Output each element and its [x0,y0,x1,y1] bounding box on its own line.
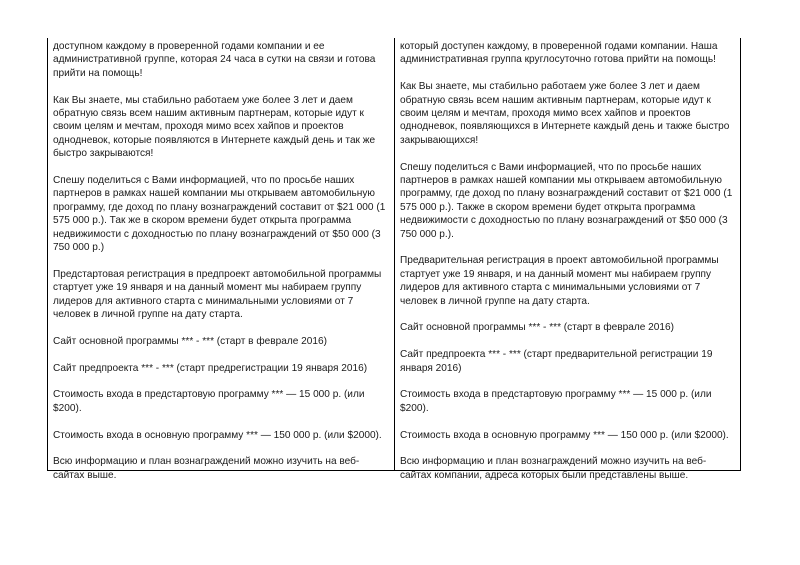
left-paragraph-main-site: Сайт основной программы *** - *** (старт в феврале 2016) [53,335,327,347]
right-paragraph-main-cost: Стоимость входа в основную программу *** — 150 000 р. (или $2000). [400,429,729,441]
right-paragraph-intro: который доступен каждому, в проверенной годами компании. Наша административная группа круглосуточно готова прийти на помощь! [400,41,718,66]
left-paragraph-main-cost: Стоимость входа в основную программу *** — 150 000 р. (или $2000). [53,429,382,441]
right-paragraph-experience: Как Вы знаете, мы стабильно работаем уже более 3 лет и даем обратную связь всем нашим активным партнерам, которые идут к своим целям и мечтам, проходя мимо всех хайпов и проектов однодневок, появляющихся в Интернете каждый день и также быстро закрывающихся! [400,81,730,146]
left-paragraph-preproject-site: Сайт предпроекта *** - *** (старт предрегистрации 19 января 2016) [53,362,368,374]
right-paragraph-preproject-site: Сайт предпроекта *** - *** (старт предварительной регистрации 19 января 2016) [400,349,713,374]
right-paragraph-main-site: Сайт основной программы *** - *** (старт в феврале 2016) [400,322,674,334]
comparison-table [47,38,741,481]
right-column [395,38,740,481]
right-paragraph-prestart-cost: Стоимость входа в предстартовую программу *** — 15 000 р. (или $200). [400,389,712,414]
right-paragraph-auto-program: Спешу поделиться с Вами информацией, что по просьбе наших партнеров в рамках нашей компании мы открываем автомобильную программу, где доход по плану вознаграждений составит от $21 000 (1 575 000 р.). Также в скором времени будет открыта программа недвижимости с доходностью по плану вознаграждений от $50 000 (3 750 000 р.). [400,161,733,240]
right-paragraph-preregistration: Предварительная регистрация в проект автомобильной программы стартует уже 19 января, и на данный момент мы набираем группу лидеров для активного старта с минимальными условиями от 7 человек в личной группе на дату старта. [400,255,719,307]
left-paragraph-experience: Как Вы знаете, мы стабильно работаем уже более 3 лет и даем обратную связь всем нашим активным партнерам, которые идут к своим целям и мечтам, проходя мимо всех хайпов и проектов однодневок, которые появляются в Интернете каждый день и так же быстро закрываются! [53,94,376,160]
left-column [48,38,395,481]
right-paragraph-info: Всю информацию и план вознаграждений можно изучить на веб-сайтах компании, адреса которых были представлены выше. [400,456,707,481]
left-paragraph-info: Всю информацию и план вознаграждений можно изучить на веб-сайтах выше. [53,456,360,481]
left-paragraph-intro: доступном каждому в проверенной годами компании и ее административной группе, которая 24 часа в сутки на связи и готова прийти на помощь! [53,41,376,79]
left-paragraph-preregistration: Предстартовая регистрация в предпроект автомобильной программы стартует уже 19 января и на данный момент мы набираем группу лидеров для активного старта с минимальными условиями от 7 человек в личной группе на дату старта. [53,268,382,321]
left-paragraph-prestart-cost: Стоимость входа в предстартовую программу *** — 15 000 р. (или $200). [53,389,365,414]
left-paragraph-auto-program: Спешу поделиться с Вами информацией, что по просьбе наших партнеров в рамках нашей компании мы открываем автомобильную программу, где доход по плану вознаграждений составит от $21 000 (1 575 000 р.). Так же в скором времени будет открыта программа недвижимости с доходностью по плану вознаграждений от $50 000 (3 750 000 р.) [53,175,386,254]
